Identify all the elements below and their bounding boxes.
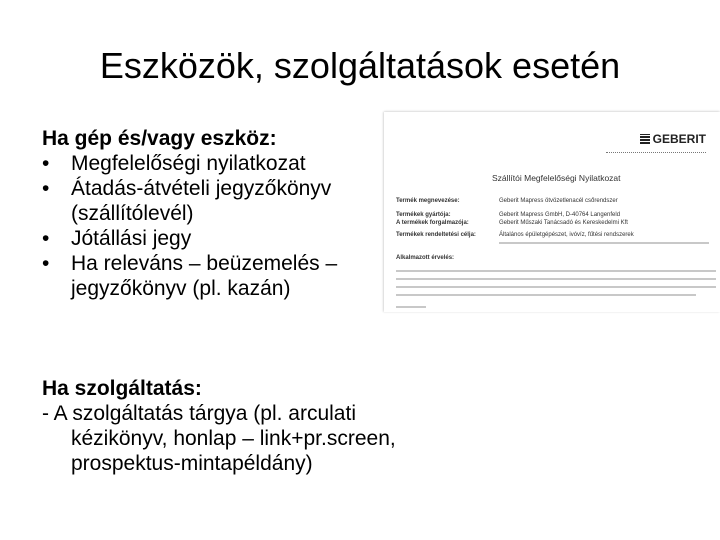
service-item: - A szolgáltatás tárgya (pl. arculati (42, 402, 356, 425)
service-heading: Ha szolgáltatás: (42, 377, 202, 400)
doc-text-line (396, 278, 716, 280)
doc-row-value: Geberit Mapress ötvözetlenacél csőrendszer (499, 198, 618, 204)
geberit-logo-icon (640, 134, 650, 144)
bullet-glyph: • (42, 152, 50, 175)
address-line (606, 150, 706, 153)
bullet-glyph: • (42, 227, 50, 250)
equipment-list (42, 151, 387, 301)
list-item-text-continuation: jegyzőkönyv (pl. kazán) (71, 277, 291, 300)
service-item-continuation: prospektus-mintapéldány) (71, 452, 313, 475)
equipment-heading: Ha gép és/vagy eszköz: (42, 127, 277, 150)
doc-text-line (499, 242, 709, 244)
doc-row-label: A termékek forgalmazója: (396, 220, 469, 226)
bullet-glyph: • (42, 177, 50, 200)
list-item-text: Átadás-átvételi jegyzőkönyv (71, 177, 332, 200)
geberit-logo (640, 132, 706, 146)
list-item (42, 251, 387, 301)
doc-row-label: Termékek rendeltetési célja: (396, 232, 476, 238)
doc-text-line (396, 306, 426, 308)
doc-text-line (396, 286, 716, 288)
doc-text-line (396, 294, 696, 296)
doc-row-value: Általános épületgépészet, ivóvíz, fűtési rendszerek (499, 232, 634, 238)
doc-row-label: Termék megnevezése: (396, 198, 460, 204)
doc-text-line (396, 270, 716, 272)
list-item (42, 226, 387, 251)
service-section (42, 376, 482, 476)
list-item-text: Jótállási jegy (71, 227, 192, 250)
doc-row-value: Geberit Mapress GmbH, D-40764 Langenfeld (499, 212, 621, 218)
equipment-section (42, 126, 387, 301)
doc-row-value: Geberit Műszaki Tanácsadó és Kereskedelmi Kft (499, 220, 628, 226)
doc-row-label: Termékek gyártója: (396, 212, 451, 218)
list-item-text-continuation: (szállítólevél) (71, 202, 194, 225)
list-item-text: Ha releváns – beüzemelés – (71, 252, 338, 275)
slide-title: Eszközök, szolgáltatások esetén (99, 45, 621, 86)
list-item (42, 176, 387, 226)
declaration-document-image (384, 112, 720, 312)
list-item (42, 151, 387, 176)
logo-text: GEBERIT (652, 132, 706, 146)
doc-row-label: Alkalmazott érvelés: (396, 255, 455, 261)
service-item-continuation: kézikönyv, honlap – link+pr.screen, (71, 427, 396, 450)
list-item-text: Megfelelőségi nyilatkozat (71, 152, 306, 175)
bullet-glyph: • (42, 252, 50, 275)
document-title: Szállítói Megfelelőségi Nyilatkozat (492, 173, 621, 183)
